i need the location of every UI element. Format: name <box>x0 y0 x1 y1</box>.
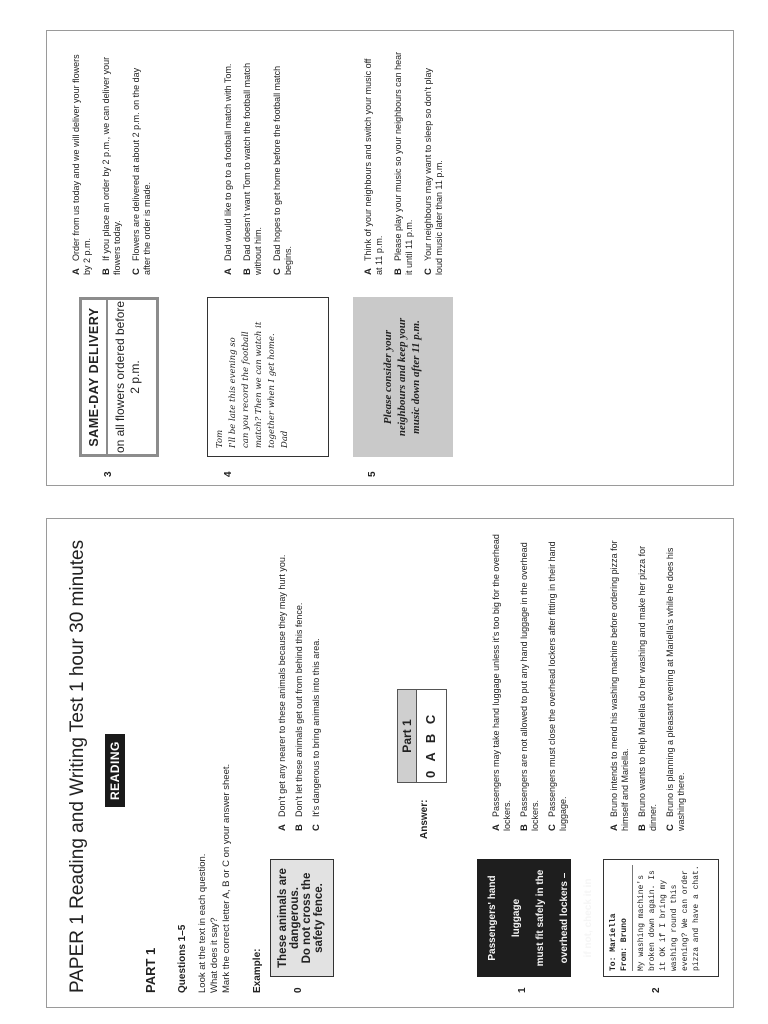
questions-heading: Questions 1–5 <box>177 924 188 993</box>
instruction-line: Look at the text in each question. <box>197 853 208 993</box>
option-c: CPassengers must close the overhead lockers after fitting in their hand luggage. <box>547 541 568 831</box>
email-body: My washing machine's broken down again. Is it OK if I bring my washing round this evening? We can order pizza and have a chat. <box>637 865 701 971</box>
email-message <box>603 859 719 977</box>
email-to: To: Mariella <box>609 913 618 971</box>
exam-page-left <box>46 518 734 1008</box>
option-b: BPassengers are not allowed to put any hand luggage in the overhead lockers. <box>519 542 540 831</box>
handwritten-note <box>207 297 329 457</box>
instruction-line: Mark the correct letter A, B or C on your answer sheet. <box>221 763 232 993</box>
part-heading: PART 1 <box>143 947 158 993</box>
question-1-number: 1 <box>517 987 528 993</box>
note-line: Dad <box>280 430 290 448</box>
question-4-number: 4 <box>223 471 234 477</box>
option-a: AThink of your neighbours and switch your music off at 11 p.m. <box>363 58 384 275</box>
option-a: ABruno intends to mend his washing machine before ordering pizza for himself and Mariella. <box>609 540 630 831</box>
option-b: BDon't let these animals get out from behind this fence. <box>294 602 305 831</box>
answer-grid <box>397 689 447 783</box>
same-day-delivery-sign <box>79 297 159 457</box>
example-number: 0 <box>293 987 304 993</box>
note-line: Tom <box>215 429 225 448</box>
option-a: ADon't get any nearer to these animals because they may hurt you. <box>277 554 288 831</box>
sign-line: Passengers' hand luggage <box>487 875 522 961</box>
rotated-content-right <box>47 31 733 485</box>
option-c: CIt's dangerous to bring animals into this area. <box>311 638 322 831</box>
dangerous-animals-sign <box>270 859 334 977</box>
option-c: CFlowers are delivered at about 2 p.m. on the day after the order is made. <box>131 67 152 275</box>
sign-line: Do not cross the <box>301 872 313 964</box>
sign-line: music down after 11 p.m. <box>410 320 422 434</box>
instructions <box>197 613 233 993</box>
sign-line: safety fence. <box>313 883 325 953</box>
option-b: BDad doesn't want Tom to watch the football match without him. <box>242 62 263 275</box>
question-3-options <box>71 51 153 275</box>
delivery-sign-body: on all flowers ordered before 2 p.m. <box>113 300 142 454</box>
email-from: From: Bruno <box>620 918 629 971</box>
sign-line: Please consider your <box>382 329 394 425</box>
note-line: together when I get home. <box>267 333 277 448</box>
sign-line: neighbours and keep your <box>396 317 408 437</box>
rotated-content-left <box>47 519 733 1007</box>
answer-grid-title: Part 1 <box>398 690 417 782</box>
sign-line: dangerous. <box>289 887 301 949</box>
example-label: Example: <box>252 948 263 993</box>
sign-line: overhead lockers – <box>559 872 570 964</box>
email-header <box>608 865 633 971</box>
question-3-number: 3 <box>103 471 114 477</box>
hand-luggage-sign <box>477 859 594 977</box>
note-line: I'll be late this evening so <box>228 337 238 448</box>
paper-title: PAPER 1 Reading and Writing Test 1 hour 30 minutes <box>67 539 88 993</box>
question-5-options <box>363 51 445 275</box>
option-a: APassengers may take hand luggage unless it's too big for the overhead lockers. <box>491 534 512 831</box>
exam-page-right <box>46 30 734 486</box>
sign-line: must fit safely in the <box>535 869 546 967</box>
option-a: AOrder from us today and we will deliver your flowers by 2 p.m. <box>71 54 92 275</box>
note-line: can you record the football <box>241 331 251 448</box>
note-line: match? Then we can watch it <box>254 321 264 448</box>
option-c: CYour neighbours may want to sleep so don't play loud music later than 11 p.m. <box>423 67 444 275</box>
sign-line: These animals are <box>277 868 289 968</box>
answer-label: Answer: <box>419 799 430 839</box>
answer-grid-row: 0 A B C <box>423 711 438 778</box>
question-1-options <box>491 531 569 831</box>
option-a: ADad would like to go to a football match with Tom. <box>223 63 234 275</box>
question-5-number: 5 <box>367 471 378 477</box>
option-c: CBruno is planning a pleasant evening at Mariella's while he does his washing there. <box>665 547 686 831</box>
option-b: BBruno wants to help Mariella do her washing and make her pizza for dinner. <box>637 545 658 831</box>
section-badge: READING <box>105 734 125 807</box>
question-4-options <box>223 51 294 275</box>
option-b: BIf you place an order by 2 p.m., we can deliver your flowers today. <box>101 56 122 275</box>
question-2-options <box>609 531 687 831</box>
instruction-line: What does it say? <box>209 917 220 993</box>
delivery-sign-heading: SAME-DAY DELIVERY <box>82 300 108 454</box>
sign-line: if not, check it in <box>583 878 594 958</box>
example-options <box>277 531 322 831</box>
neighbours-music-sign <box>353 297 453 457</box>
question-2-number: 2 <box>651 987 662 993</box>
option-b: BPlease play your music so your neighbours can hear it until 11 p.m. <box>393 51 414 275</box>
option-c: CDad hopes to get home before the football match begins. <box>272 65 293 275</box>
